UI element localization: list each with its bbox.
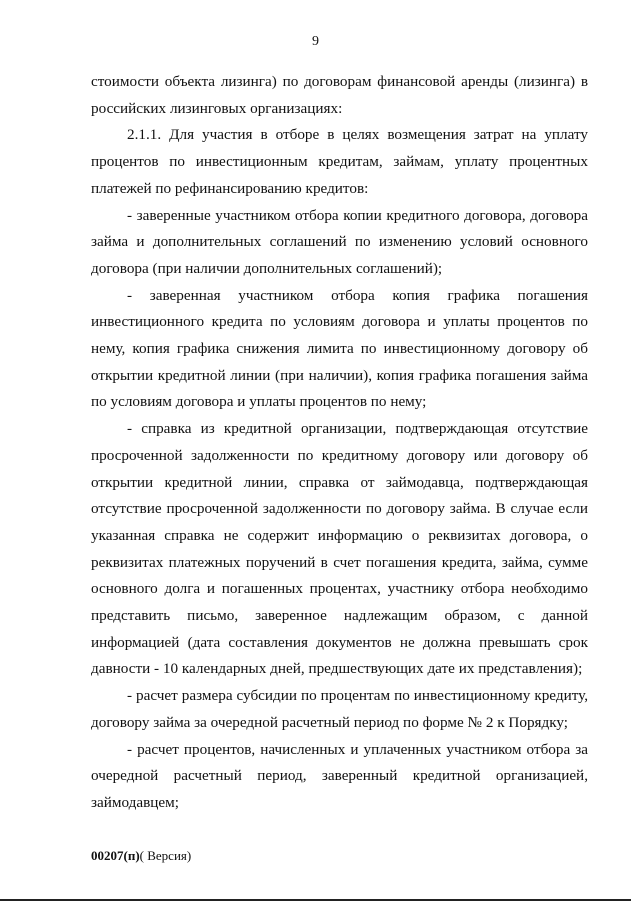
paragraph-item-credit-agreement-copies: - заверенные участником отбора копии кредитного договора, договора займа и дополнительных соглашений по изменению условий основного договора (при наличии дополнительных соглашений); (91, 206, 588, 277)
paragraph-item-subsidy-calculation: - расчет размера субсидии по процентам по инвестиционному кредиту, договору займа за очередной расчетный период по форме № 2 к Порядку; (91, 687, 588, 731)
paragraph-item-bank-certificate: - справка из кредитной организации, подтверждающая отсутствие просроченной задолженности по кредитному договору или договору об открытии кредитной линии, справка от займодавца, подтверждающая отсутствие просроченной задолженности по договору займа. В случае если указанная справка не содержит информацию о реквизитах договора, о реквизитах платежных поручений в счет погашения кредита, займа, сумме основного долга и погашенных процентах, участнику отбора необходимо представить письмо, заверенное надлежащим образом, с данной информацией (дата составления документов не должна превышать срок давности - 10 календарных дней, предшествующих дате их представления); (91, 420, 588, 678)
paragraph-section-2-1-1: 2.1.1. Для участия в отборе в целях возмещения затрат на уплату процентов по инвестиционным кредитам, займам, уплату процентных платежей по рефинансированию кредитов: (91, 126, 588, 197)
footer-code: 00207(п) (91, 848, 140, 863)
paragraph-item-repayment-schedule: - заверенная участником отбора копия графика погашения инвестиционного кредита по условиям договора и уплаты процентов по нему, копия графика снижения лимита по инвестиционному договору об открытии кредитной линии (при наличии), копия графика погашения займа по условиям договора и уплаты процентов по нему; (91, 286, 588, 411)
paragraph-continuation: стоимости объекта лизинга) по договорам финансовой аренды (лизинга) в российских лизинговых организациях: (91, 73, 588, 117)
footer (91, 848, 191, 864)
paragraph-item-interest-calculation: - расчет процентов, начисленных и уплаченных участником отбора за очередной расчетный период, заверенный кредитной организацией, займодавцем; (91, 740, 588, 811)
page-number: 9 (312, 34, 319, 49)
scan-bottom-edge (0, 899, 631, 901)
footer-version: ( Версия) (139, 848, 192, 863)
document-body (91, 69, 588, 817)
